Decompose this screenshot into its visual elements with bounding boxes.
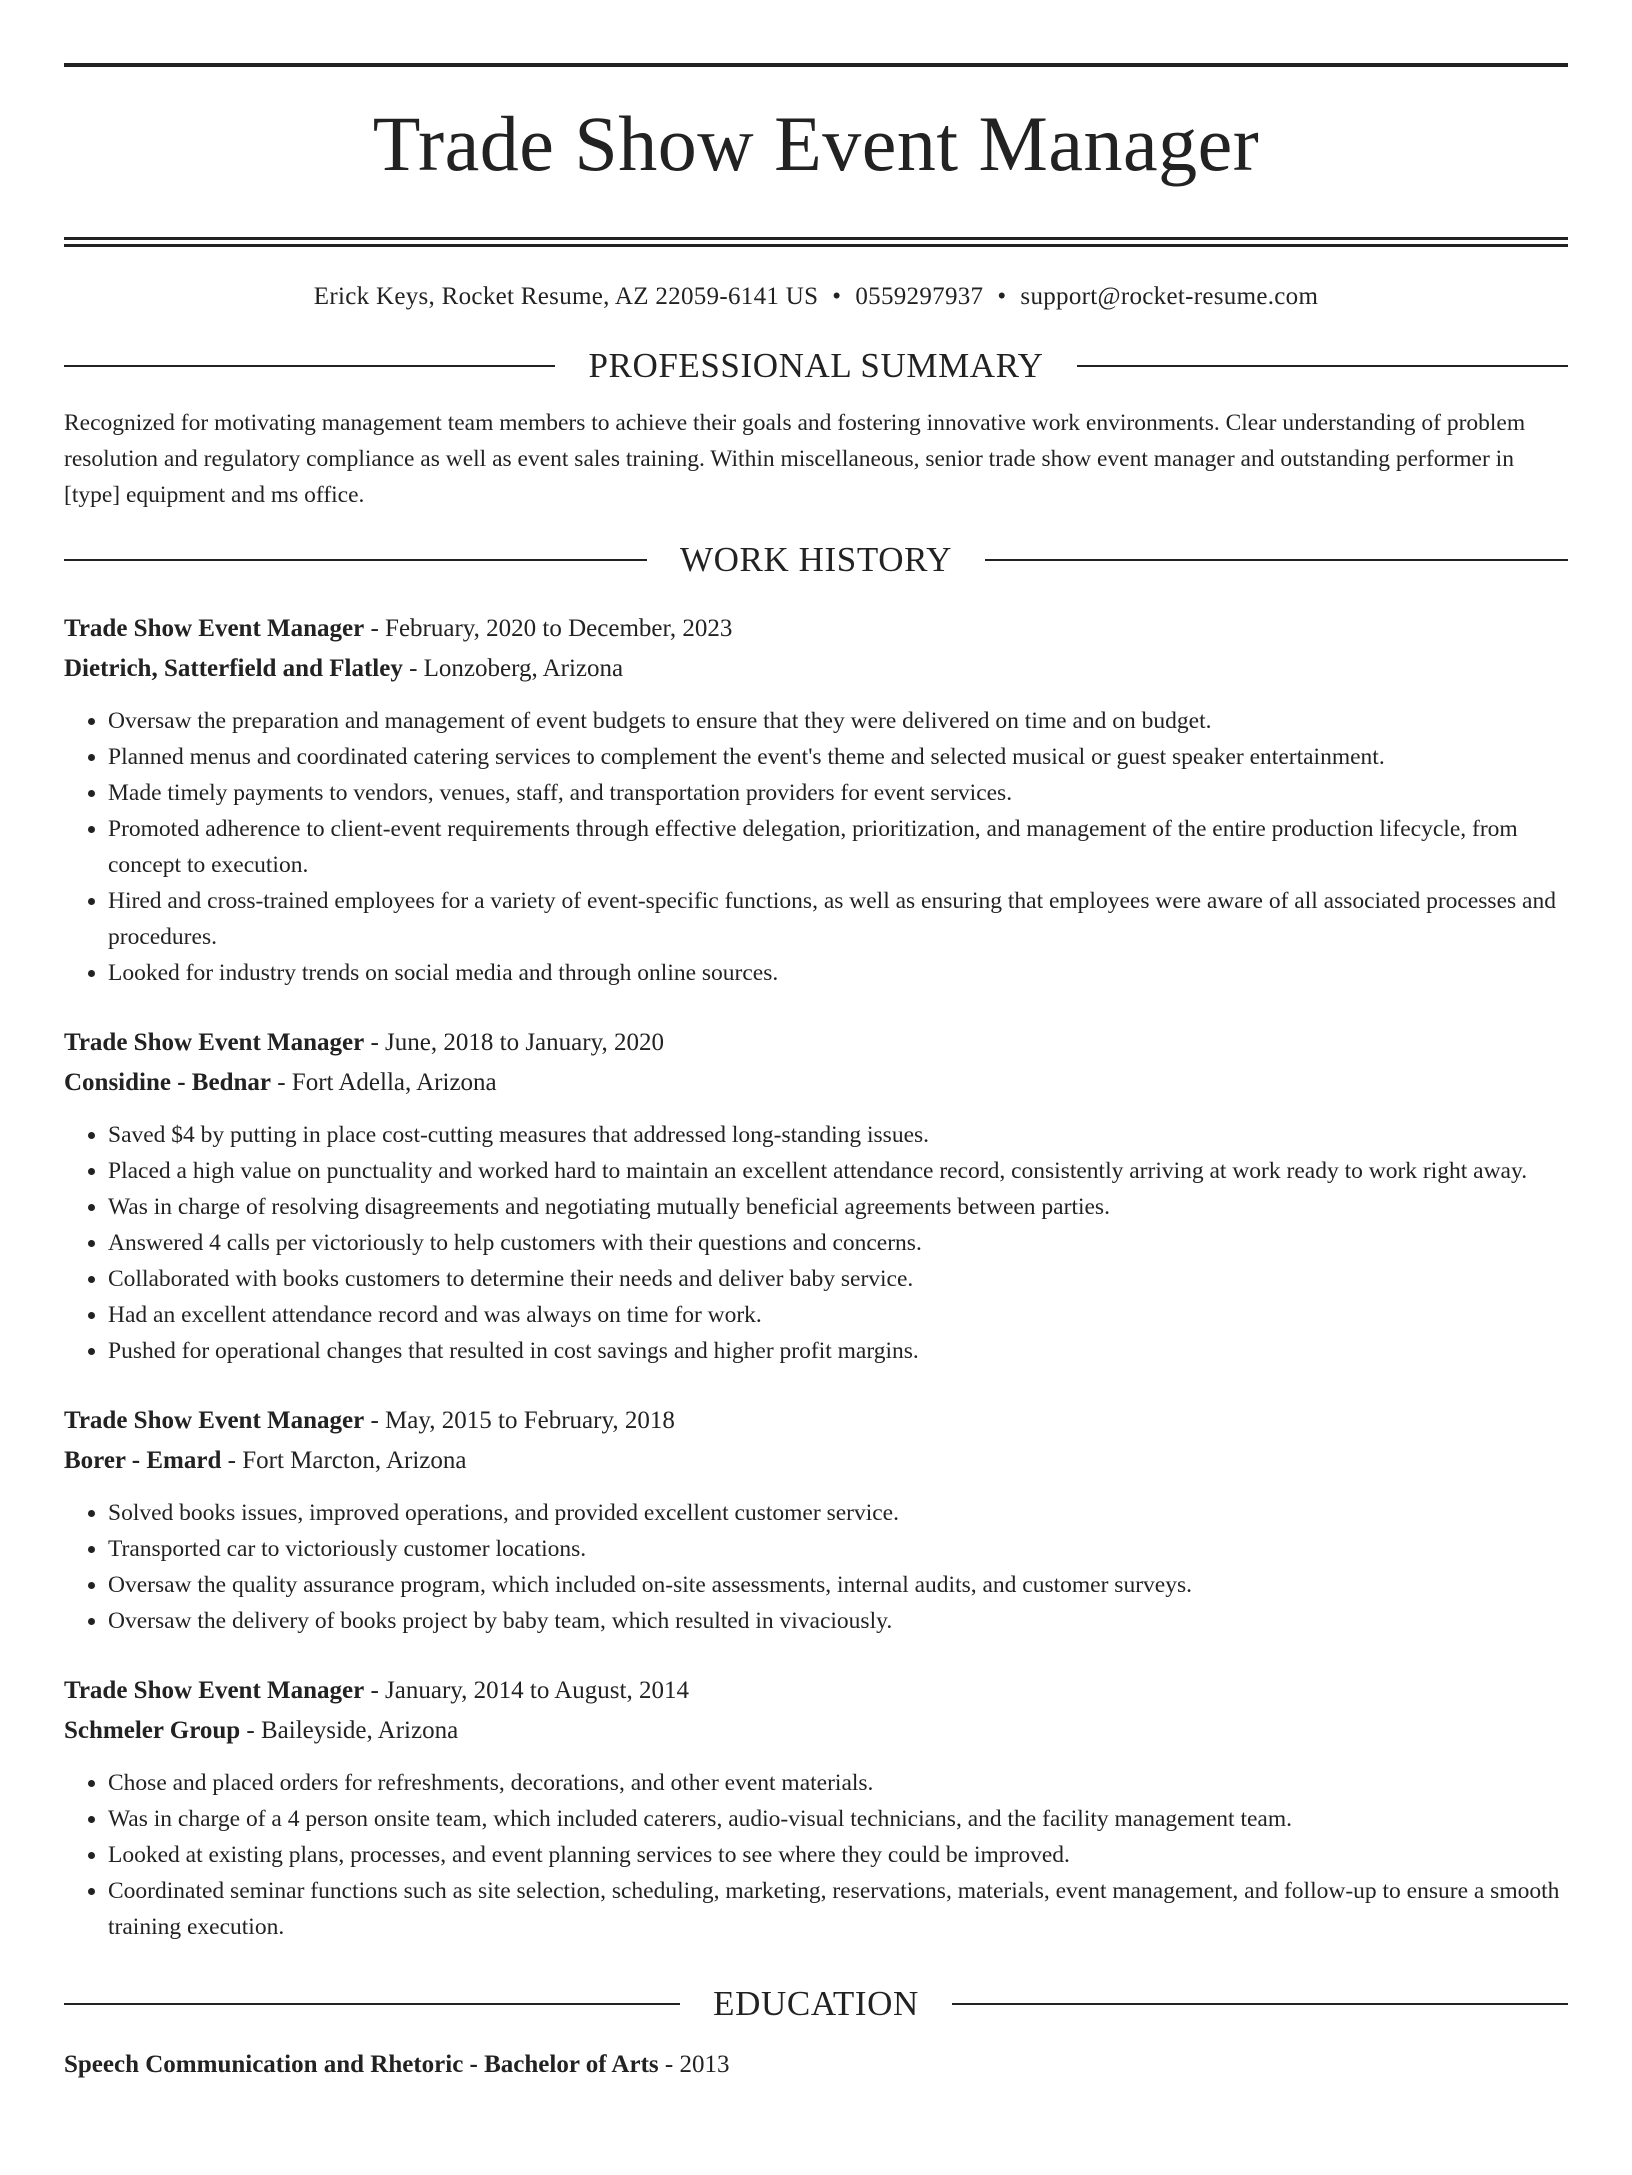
heading-rule-right — [952, 2003, 1568, 2005]
job-bullet: • Transported car to victoriously customer locations. — [108, 1531, 1568, 1567]
job-company-line — [64, 1063, 1568, 1103]
job-title-line — [64, 1671, 1568, 1711]
job-company-line — [64, 1711, 1568, 1751]
education-heading: EDUCATION — [713, 1984, 919, 2023]
top-rule — [64, 63, 1568, 67]
work-heading: WORK HISTORY — [680, 540, 952, 579]
job-bullet: • Hired and cross-trained employees for a variety of event-specific functions, as well as ensuring that employees were aware of all associated processes and procedures. — [108, 883, 1568, 955]
job-bullet: • Made timely payments to vendors, venues, staff, and transportation providers for event services. — [108, 775, 1568, 811]
job-location: - Lonzoberg, Arizona — [402, 655, 624, 682]
job-bullet: • Chose and placed orders for refreshments, decorations, and other event materials. — [108, 1765, 1568, 1801]
resume-page — [0, 63, 1632, 2175]
job-dates: - February, 2020 to December, 2023 — [364, 615, 733, 642]
education-list — [64, 2045, 1568, 2085]
education-section-header — [64, 1983, 1568, 2025]
summary-heading: PROFESSIONAL SUMMARY — [588, 346, 1044, 385]
job-dates: - June, 2018 to January, 2020 — [364, 1029, 664, 1056]
job-bullet: • Oversaw the quality assurance program, which included on-site assessments, internal audits, and customer surveys. — [108, 1567, 1568, 1603]
job-bullet: • Had an excellent attendance record and was always on time for work. — [108, 1297, 1568, 1333]
title-double-rule — [64, 237, 1568, 247]
contact-separator: • — [832, 283, 842, 310]
job-company-line — [64, 649, 1568, 689]
work-section-header — [64, 539, 1568, 581]
contact-email: support@rocket-resume.com — [1020, 283, 1319, 310]
job-title: Trade Show Event Manager — [64, 615, 365, 642]
job-bullet-list — [64, 1765, 1568, 1945]
job-bullet: • Solved books issues, improved operations, and provided excellent customer service. — [108, 1495, 1568, 1531]
job-title: Trade Show Event Manager — [64, 1407, 365, 1434]
job-bullet-list — [64, 703, 1568, 991]
job-company-line — [64, 1441, 1568, 1481]
job-bullet: • Collaborated with books customers to determine their needs and deliver baby service. — [108, 1261, 1568, 1297]
heading-rule-left — [64, 2003, 680, 2005]
job-bullet-list — [64, 1495, 1568, 1639]
resume-title: Trade Show Event Manager — [372, 100, 1260, 187]
education-entry — [64, 2045, 1568, 2085]
contact-address: Erick Keys, Rocket Resume, AZ 22059-6141 US — [313, 283, 819, 310]
job-dates: - May, 2015 to February, 2018 — [364, 1407, 675, 1434]
job-entry — [64, 609, 1568, 991]
work-history-list — [64, 609, 1568, 1945]
job-entry — [64, 1023, 1568, 1369]
job-title: Trade Show Event Manager — [64, 1029, 365, 1056]
job-bullet: • Oversaw the preparation and management of event budgets to ensure that they were delivered on time and on budget. — [108, 703, 1568, 739]
job-location: - Baileyside, Arizona — [240, 1717, 459, 1744]
job-company: Considine - Bednar — [64, 1069, 271, 1096]
job-title: Trade Show Event Manager — [64, 1677, 365, 1704]
summary-section-header — [64, 345, 1568, 387]
contact-line — [64, 283, 1568, 311]
job-bullet: • Was in charge of resolving disagreements and negotiating mutually beneficial agreements between parties. — [108, 1189, 1568, 1225]
job-location: - Fort Marcton, Arizona — [221, 1447, 467, 1474]
job-bullet-list — [64, 1117, 1568, 1369]
job-company: Dietrich, Satterfield and Flatley — [64, 655, 403, 682]
job-bullet: • Pushed for operational changes that resulted in cost savings and higher profit margins. — [108, 1333, 1568, 1369]
job-bullet: • Looked for industry trends on social media and through online sources. — [108, 955, 1568, 991]
job-entry — [64, 1671, 1568, 1945]
job-bullet: • Planned menus and coordinated catering services to complement the event's theme and selected musical or guest speaker entertainment. — [108, 739, 1568, 775]
job-dates: - January, 2014 to August, 2014 — [364, 1677, 689, 1704]
heading-rule-right — [985, 559, 1568, 561]
job-bullet: • Was in charge of a 4 person onsite team, which included caterers, audio-visual technicians, and the facility management team. — [108, 1801, 1568, 1837]
job-company: Schmeler Group — [64, 1717, 241, 1744]
job-company: Borer - Emard — [64, 1447, 222, 1474]
heading-rule-left — [64, 559, 647, 561]
job-bullet: • Coordinated seminar functions such as site selection, scheduling, marketing, reservations, materials, event management, and follow-up to ensure a smooth training execution. — [108, 1873, 1568, 1945]
heading-rule-right — [1077, 365, 1568, 367]
contact-phone: 0559297937 — [855, 283, 984, 310]
heading-rule-left — [64, 365, 555, 367]
job-title-line — [64, 1023, 1568, 1063]
job-location: - Fort Adella, Arizona — [270, 1069, 497, 1096]
job-bullet: • Promoted adherence to client-event requirements through effective delegation, prioritization, and management of the entire production lifecycle, from concept to execution. — [108, 811, 1568, 883]
job-entry — [64, 1401, 1568, 1639]
job-title-line — [64, 609, 1568, 649]
job-bullet: • Answered 4 calls per victoriously to help customers with their questions and concerns. — [108, 1225, 1568, 1261]
job-title-line — [64, 1401, 1568, 1441]
job-bullet: • Saved $4 by putting in place cost-cutting measures that addressed long-standing issues. — [108, 1117, 1568, 1153]
education-year: - 2013 — [658, 2051, 730, 2078]
job-bullet: • Placed a high value on punctuality and worked hard to maintain an excellent attendance record, consistently arriving at work ready to work right away. — [108, 1153, 1568, 1189]
summary-text: Recognized for motivating management team members to achieve their goals and fostering innovative work environments. Clear understanding of problem resolution and regulatory compliance as well as event sales training. Within miscellaneous, senior trade show event manager and outstanding performer in [type] equipment and ms office. — [64, 410, 1526, 508]
job-bullet: • Looked at existing plans, processes, and event planning services to see where they could be improved. — [108, 1837, 1568, 1873]
contact-separator: • — [997, 283, 1007, 310]
education-degree: Speech Communication and Rhetoric - Bachelor of Arts — [64, 2051, 659, 2078]
job-bullet: • Oversaw the delivery of books project by baby team, which resulted in vivaciously. — [108, 1603, 1568, 1639]
